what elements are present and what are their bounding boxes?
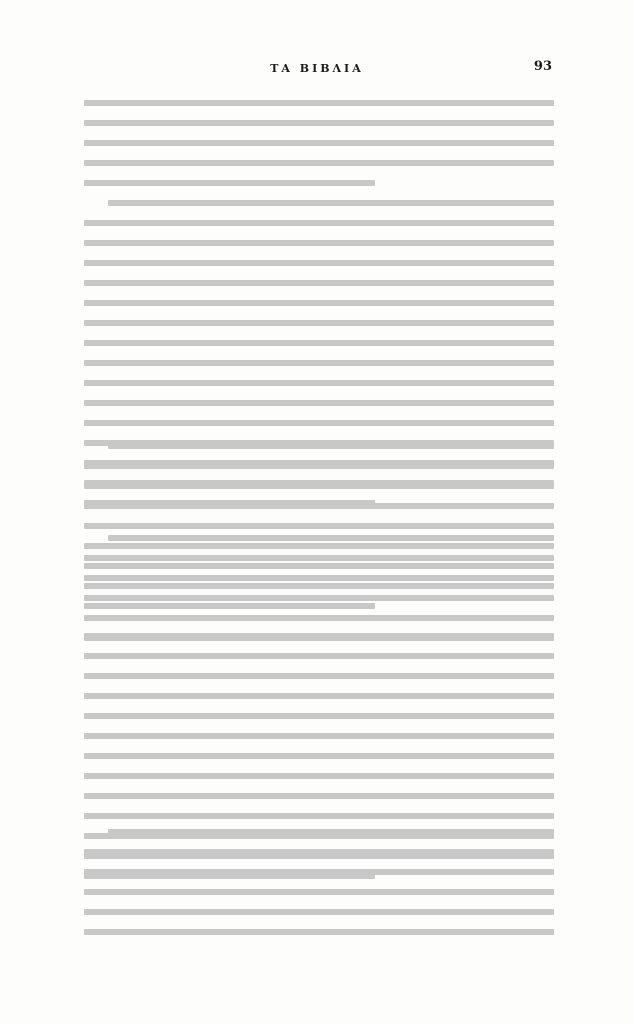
page-number: 93 <box>533 59 552 74</box>
text-block-5 <box>84 829 554 949</box>
running-title: ΤΑ ΒΙΒΛΙΑ <box>270 62 364 75</box>
